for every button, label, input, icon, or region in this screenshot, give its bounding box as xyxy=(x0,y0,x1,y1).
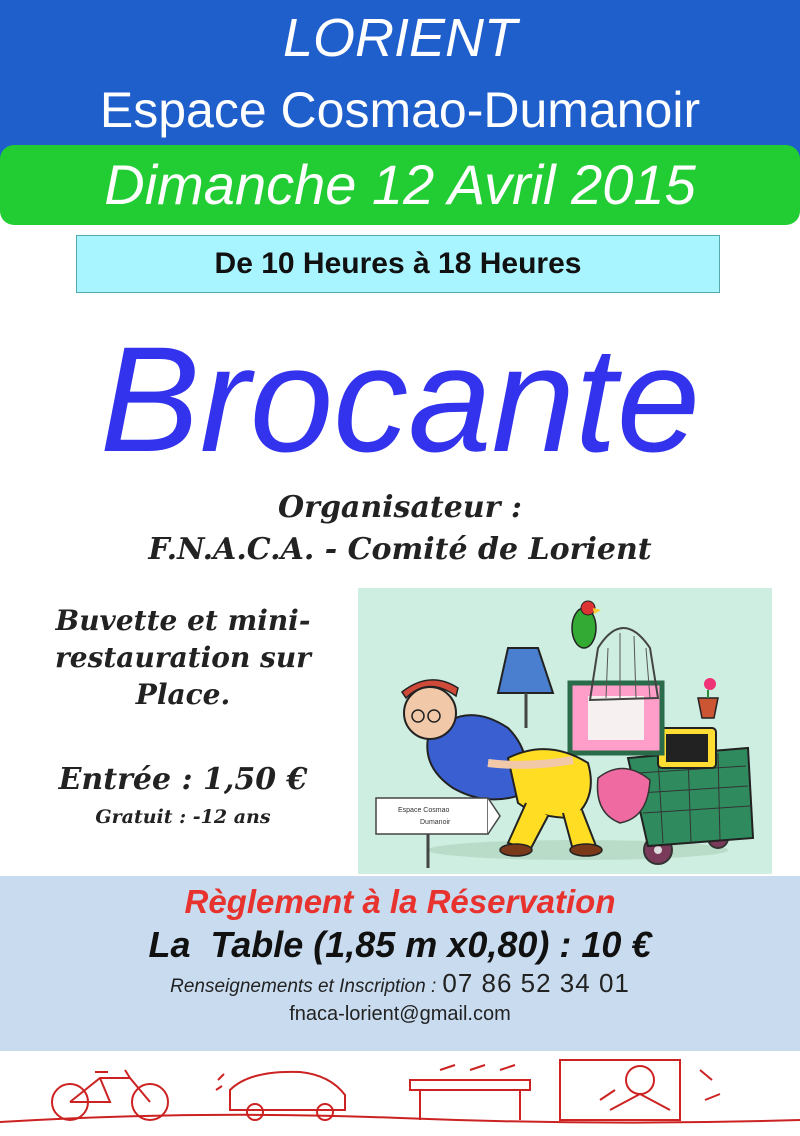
reservation-heading: Règlement à la Réservation xyxy=(184,883,616,920)
buvette-line: Place. xyxy=(135,678,231,711)
venue-title: Espace Cosmao-Dumanoir xyxy=(99,82,701,138)
city-title: LORIENT xyxy=(282,8,518,68)
entry-price: Entrée : 1,50 € xyxy=(58,762,308,797)
event-title: Brocante xyxy=(99,315,701,483)
brocante-cart-illustration-icon xyxy=(358,588,772,874)
contact-label: Renseignements et Inscription : xyxy=(170,976,437,997)
event-hours: De 10 Heures à 18 Heures xyxy=(214,247,582,280)
table-price: La Table (1,85 m x0,80) : 10 € xyxy=(148,924,652,965)
buvette-line: Buvette et mini- xyxy=(55,604,311,637)
buvette-line: restauration sur xyxy=(55,641,311,674)
free-entry-note: Gratuit : -12 ans xyxy=(95,806,271,828)
buvette-text xyxy=(18,602,348,713)
contact-line xyxy=(0,967,800,1003)
sign-line: Espace Cosmao xyxy=(398,807,450,814)
event-date: Dimanche 12 Avril 2015 xyxy=(104,153,696,216)
footer-sketch-icon xyxy=(0,1050,800,1131)
contact-phone[interactable]: 07 86 52 34 01 xyxy=(442,968,630,998)
contact-email[interactable]: fnaca-lorient@gmail.com xyxy=(289,1003,511,1025)
organizer-name: F.N.A.C.A. - Comité de Lorient xyxy=(148,532,652,567)
sign-line: Dumanoir xyxy=(420,819,451,826)
organizer-label: Organisateur : xyxy=(278,490,522,525)
